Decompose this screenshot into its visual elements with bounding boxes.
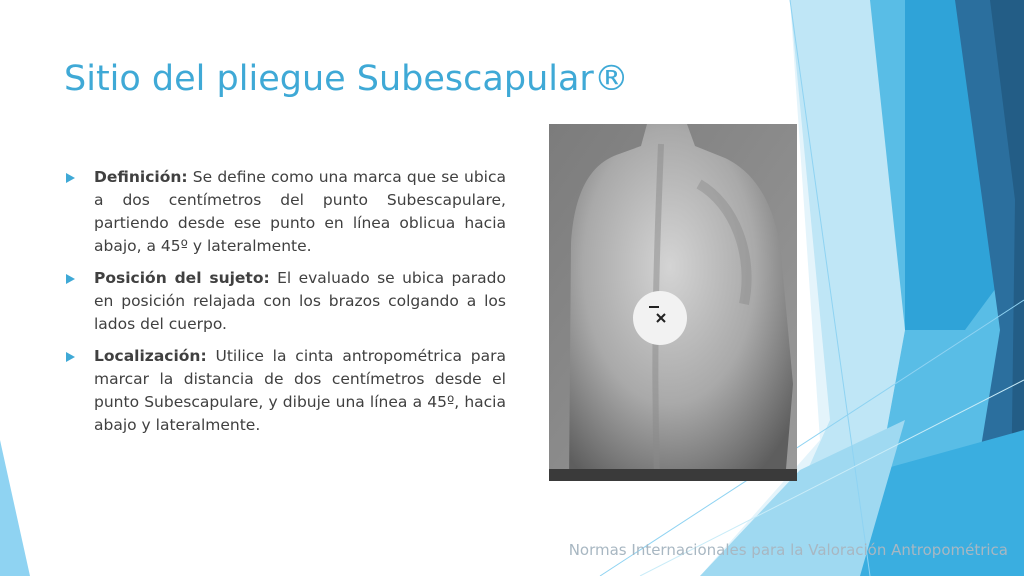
triangle-bullet-icon bbox=[66, 352, 75, 362]
photo-bottom-band bbox=[549, 469, 797, 481]
triangle-bullet-icon bbox=[66, 274, 75, 284]
left-accent-wedge bbox=[0, 440, 30, 576]
bullet-list bbox=[64, 166, 506, 446]
bullet-text: El evaluado se ubica parado en posición relajada con los brazos colgando a los lados del cuerpo. bbox=[94, 269, 506, 333]
bullet-term: Definición: bbox=[94, 168, 188, 186]
bullet-text: Utilice la cinta antropométrica para marcar la distancia de dos centímetros desde el punto Subescapulare, y dibuje una línea a 45º, hacia abajo y lateralmente. bbox=[94, 347, 506, 434]
bullet-term: Posición del sujeto: bbox=[94, 269, 270, 287]
footer-text: Normas Internacionales para la Valoración Antropométrica bbox=[568, 541, 1008, 559]
bullet-localizacion bbox=[64, 345, 506, 437]
triangle-bullet-icon bbox=[66, 173, 75, 183]
slide-title: Sitio del pliegue Subescapular® bbox=[64, 59, 629, 99]
bullet-text: Se define como una marca que se ubica a dos centímetros del punto Subescapulare, partiendo desde ese punto en línea oblicua hacia abajo, a 45º y lateralmente. bbox=[94, 168, 506, 255]
back-illustration bbox=[549, 124, 797, 481]
bullet-term: Localización: bbox=[94, 347, 207, 365]
bullet-definicion bbox=[64, 166, 506, 258]
bullet-posicion bbox=[64, 267, 506, 336]
back-photo bbox=[549, 124, 797, 481]
